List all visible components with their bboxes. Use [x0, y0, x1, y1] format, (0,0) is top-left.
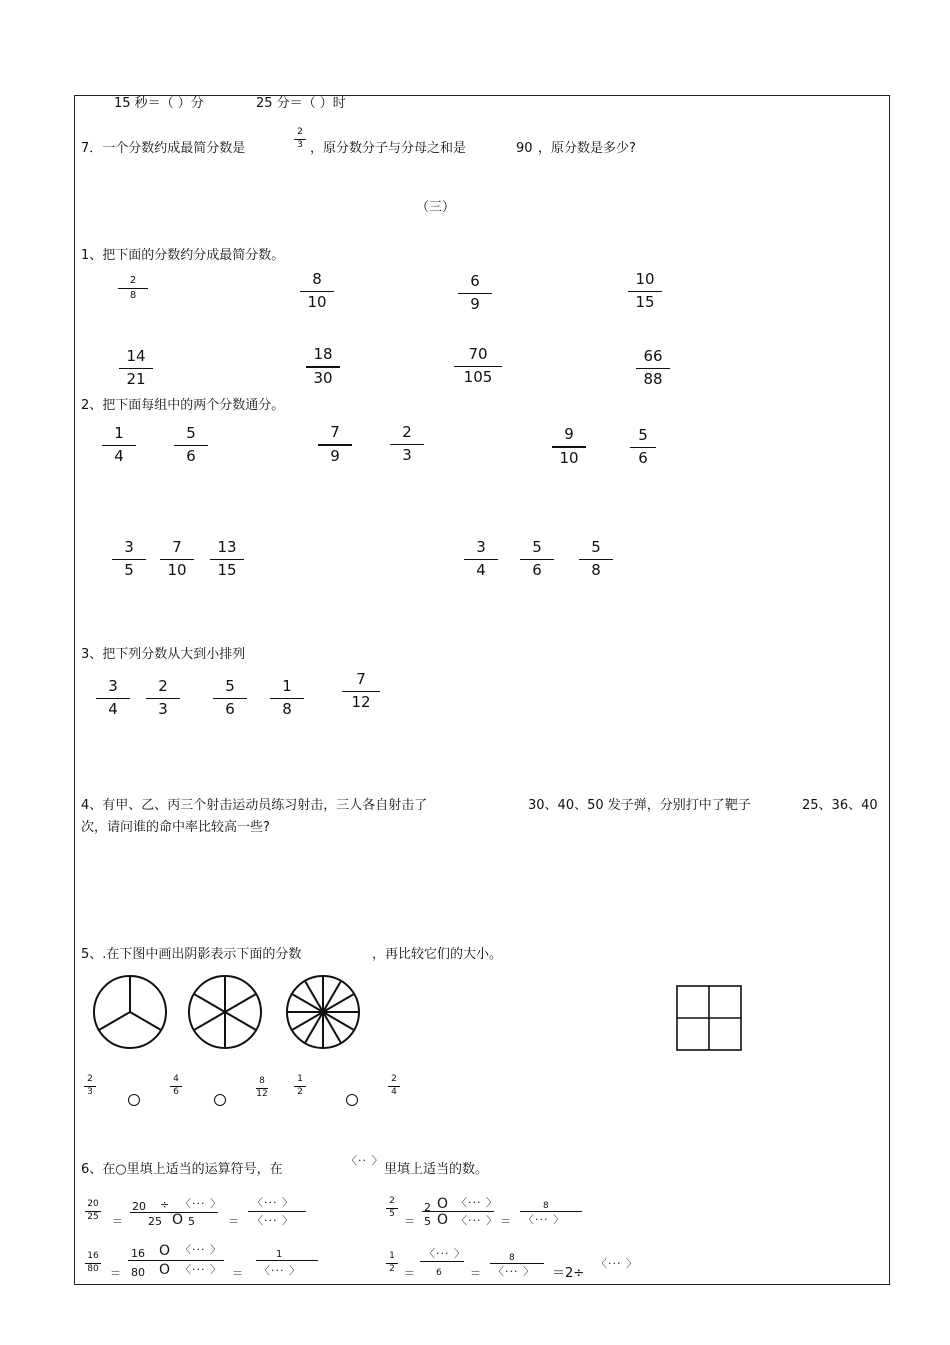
denominator: 6 — [186, 447, 196, 465]
p2-fraction — [174, 426, 208, 464]
fraction-circles — [88, 974, 378, 1054]
numerator: 5 — [532, 538, 542, 556]
numerator: 7 — [172, 538, 182, 556]
p2-fraction — [210, 540, 244, 578]
denominator: 4 — [476, 561, 486, 579]
denominator: 6 — [225, 700, 235, 718]
fraction-bar — [102, 445, 136, 446]
numerator: 2 — [402, 423, 412, 441]
denominator: 10 — [167, 561, 187, 579]
numerator: 2 — [87, 1074, 93, 1084]
p4-line1-mid: 30、40、50 发子弹，分别打中了靶子 — [528, 798, 751, 813]
fraction-bar — [112, 559, 146, 560]
compare-circle[interactable] — [214, 1094, 226, 1106]
fraction-bar — [160, 559, 194, 560]
p2-fraction — [630, 428, 656, 466]
denominator: 2 — [297, 1087, 303, 1097]
fraction-bar — [210, 559, 244, 560]
denominator: 3 — [158, 700, 168, 718]
p1-fraction — [118, 276, 148, 301]
eq3-den: 80 — [131, 1266, 145, 1279]
eq1-circle[interactable]: O — [172, 1212, 184, 1228]
fraction-bar — [119, 368, 153, 369]
q7-middle: ，原分数分子与分母之和是 — [310, 141, 467, 156]
numerator: 8 — [312, 270, 322, 288]
eq1-lhs — [85, 1200, 101, 1222]
eq2-circle-bottom[interactable]: O — [437, 1212, 449, 1228]
eq1-den2: 5 — [188, 1215, 195, 1228]
fraction-bar — [256, 1260, 318, 1261]
p5-fraction — [294, 1075, 306, 1097]
square-quarters — [676, 985, 744, 1053]
p2-fraction — [464, 540, 498, 578]
denominator: 10 — [559, 449, 579, 467]
numerator: 7 — [330, 423, 340, 441]
q7-prefix: 7．一个分数约成最简分数是 — [81, 141, 246, 156]
eq4-lhs — [386, 1252, 398, 1274]
numerator: 1 — [297, 1074, 303, 1084]
p2-title: 2、把下面每组中的两个分数通分。 — [81, 398, 285, 413]
fraction-bar — [420, 1261, 464, 1262]
denominator: 3 — [297, 140, 303, 150]
p3-fraction — [213, 679, 247, 717]
numerator: 2 — [129, 275, 137, 286]
numerator: 5 — [225, 677, 235, 695]
eq3-circle-top[interactable]: O — [159, 1243, 171, 1259]
fraction-bar — [636, 368, 670, 369]
eq2-box-top[interactable]: 〈··· 〉 — [456, 1196, 498, 1209]
fraction-bar — [464, 559, 498, 560]
eq2-lhs — [386, 1197, 398, 1219]
numerator: 10 — [635, 270, 655, 288]
equals-sign: ＝ — [404, 1215, 415, 1228]
p2-fraction — [552, 427, 586, 466]
p3-title: 3、把下列分数从大到小排列 — [81, 647, 246, 662]
denominator: 3 — [87, 1087, 93, 1097]
eq2-rhs-box[interactable]: 〈··· 〉 — [523, 1213, 565, 1226]
eq1-box[interactable]: 〈··· 〉 — [180, 1197, 222, 1210]
fraction-bar — [628, 291, 662, 292]
p2-fraction — [102, 426, 136, 464]
eq1-den: 25 — [148, 1215, 162, 1228]
p5-title-end: ，再比较它们的大小。 — [372, 947, 503, 962]
eq1-div: ÷ — [160, 1198, 170, 1211]
p1-fraction — [454, 347, 502, 385]
p3-fraction — [96, 679, 130, 717]
numerator: 3 — [108, 677, 118, 695]
numerator: 2 — [297, 127, 303, 137]
eq4-num-box[interactable]: 〈··· 〉 — [424, 1247, 466, 1260]
p3-fraction — [146, 679, 180, 717]
numerator: 6 — [470, 272, 480, 290]
circle-twelfths — [287, 976, 359, 1048]
denominator: 5 — [124, 561, 134, 579]
fraction-bar — [146, 698, 180, 699]
p3-fraction — [270, 679, 304, 717]
eq2-box-bottom[interactable]: 〈··· 〉 — [456, 1214, 498, 1227]
p4-line1-end: 25、36、40 — [802, 798, 878, 813]
numerator: 5 — [591, 538, 601, 556]
p2-fraction — [520, 540, 554, 578]
fraction-bar — [213, 698, 247, 699]
eq4-rhs-box[interactable]: 〈··· 〉 — [493, 1265, 535, 1278]
eq4-rhs-num: 8 — [509, 1253, 515, 1263]
eq4-den: 6 — [436, 1268, 442, 1278]
numerator: 7 — [356, 670, 366, 688]
numerator: 8 — [259, 1076, 265, 1086]
numerator: 1 — [282, 677, 292, 695]
p5-fraction — [84, 1075, 96, 1097]
eq3-circle-bottom[interactable]: O — [159, 1262, 171, 1278]
eq3-rhs-num: 1 — [276, 1249, 283, 1260]
denominator: 15 — [217, 561, 237, 579]
p1-fraction — [458, 274, 492, 312]
numerator: 20 — [87, 1199, 99, 1209]
numerator: 66 — [643, 347, 663, 365]
p1-fraction — [306, 347, 340, 386]
numerator: 1 — [114, 424, 124, 442]
p1-fraction — [636, 349, 670, 387]
numerator: 70 — [468, 345, 488, 363]
numerator: 3 — [124, 538, 134, 556]
denominator: 12 — [256, 1089, 268, 1099]
denominator: 2 — [389, 1264, 395, 1274]
p1-fraction — [300, 272, 334, 310]
numerator: 2 — [391, 1074, 397, 1084]
denominator: 6 — [638, 449, 648, 467]
denominator: 6 — [532, 561, 542, 579]
p6-title-end: 里填上适当的数。 — [384, 1162, 489, 1177]
time-conversion-minutes: 25 分＝（ ）时 — [256, 96, 346, 111]
eq2-rhs-num: 8 — [543, 1201, 549, 1211]
numerator: 13 — [217, 538, 237, 556]
p2-fraction — [579, 540, 613, 578]
section-title: （三） — [416, 200, 456, 215]
denominator: 9 — [330, 447, 340, 465]
p2-fraction — [318, 425, 352, 464]
denominator: 15 — [635, 293, 655, 311]
q7-number: 90 — [516, 141, 533, 156]
fraction-bar — [342, 691, 380, 692]
fraction-bar — [454, 366, 502, 367]
fraction-bar — [390, 444, 424, 445]
p6-title-bracket: 〈·· 〉 — [346, 1154, 384, 1167]
numerator: 9 — [564, 425, 574, 443]
numerator: 2 — [158, 677, 168, 695]
fraction-bar — [96, 698, 130, 699]
p5-fraction — [388, 1075, 400, 1097]
denominator: 4 — [108, 700, 118, 718]
numerator: 5 — [186, 424, 196, 442]
eq4-tail: ＝2÷ — [552, 1266, 585, 1281]
denominator: 10 — [307, 293, 327, 311]
numerator: 5 — [638, 426, 648, 444]
equals-sign: ＝ — [232, 1267, 243, 1280]
eq3-lhs — [85, 1252, 101, 1274]
denominator: 6 — [173, 1087, 179, 1097]
denominator: 88 — [643, 370, 663, 388]
p5-title: 5、.在下图中画出阴影表示下面的分数 — [81, 947, 302, 962]
eq2-circle-top[interactable]: O — [437, 1196, 449, 1212]
denominator: 4 — [391, 1087, 397, 1097]
circle-thirds — [94, 976, 166, 1048]
p1-fraction — [119, 349, 153, 387]
denominator: 8 — [282, 700, 292, 718]
time-conversion-seconds: 15 秒＝（ ）分 — [114, 96, 204, 111]
circle-sixths — [189, 976, 261, 1048]
equals-sign: ＝ — [404, 1267, 415, 1280]
equals-sign: ＝ — [112, 1215, 123, 1228]
p2-fraction — [112, 540, 146, 578]
denominator: 80 — [87, 1264, 99, 1274]
equals-sign: ＝ — [470, 1267, 481, 1280]
equals-sign: ＝ — [110, 1267, 121, 1280]
p1-title: 1、把下面的分数约分成最简分数。 — [81, 248, 285, 263]
fraction-bar — [458, 293, 492, 294]
eq3-rhs-box[interactable]: 〈··· 〉 — [259, 1264, 301, 1277]
fraction-bar — [118, 288, 148, 289]
numerator: 2 — [389, 1196, 395, 1206]
compare-circle[interactable] — [128, 1094, 140, 1106]
p2-fraction — [390, 425, 424, 463]
denominator: 3 — [402, 446, 412, 464]
p5-fraction — [256, 1077, 268, 1099]
numerator: 16 — [87, 1251, 99, 1261]
denominator: 25 — [87, 1212, 99, 1222]
numerator: 14 — [126, 347, 146, 365]
eq1-rhs-den-box[interactable]: 〈··· 〉 — [252, 1214, 294, 1227]
denominator: 30 — [313, 369, 333, 387]
eq4-tail-box[interactable]: 〈··· 〉 — [596, 1257, 638, 1270]
p4-line2: 次，请问谁的命中率比较高一些? — [81, 820, 270, 835]
p1-fraction — [628, 272, 662, 310]
eq1-rhs-num-box[interactable]: 〈··· 〉 — [252, 1196, 294, 1209]
denominator: 5 — [389, 1209, 395, 1219]
fraction-bar — [318, 444, 352, 446]
fraction-bar — [306, 366, 340, 368]
numerator: 18 — [313, 345, 333, 363]
eq1-num: 20 — [132, 1200, 146, 1213]
fraction-bar — [630, 447, 656, 448]
eq3-box-bottom[interactable]: 〈··· 〉 — [180, 1263, 222, 1276]
p6-title: 6、在○里填上适当的运算符号，在 — [81, 1162, 283, 1177]
denominator: 8 — [129, 290, 137, 301]
eq3-box-top[interactable]: 〈··· 〉 — [180, 1243, 222, 1256]
fraction-bar — [270, 698, 304, 699]
eq2-num: 2 — [424, 1201, 431, 1214]
p5-fraction — [170, 1075, 182, 1097]
q7-fraction — [294, 128, 306, 150]
fraction-bar — [552, 446, 586, 448]
fraction-bar — [174, 445, 208, 446]
denominator: 9 — [470, 295, 480, 313]
fraction-bar — [520, 559, 554, 560]
eq3-num: 16 — [131, 1247, 145, 1260]
eq2-den: 5 — [424, 1215, 431, 1228]
p3-fraction — [342, 672, 380, 710]
fraction-bar — [579, 559, 613, 560]
denominator: 12 — [351, 693, 371, 711]
numerator: 4 — [173, 1074, 179, 1084]
numerator: 3 — [476, 538, 486, 556]
fraction-bar — [300, 291, 334, 292]
equals-sign: ＝ — [228, 1215, 239, 1228]
equals-sign: ＝ — [500, 1215, 511, 1228]
numerator: 1 — [389, 1251, 395, 1261]
denominator: 105 — [463, 368, 493, 386]
denominator: 4 — [114, 447, 124, 465]
denominator: 21 — [126, 370, 146, 388]
compare-circle[interactable] — [346, 1094, 358, 1106]
denominator: 8 — [591, 561, 601, 579]
p2-fraction — [160, 540, 194, 578]
p4-line1: 4、有甲、乙、丙三个射击运动员练习射击，三人各自射击了 — [81, 798, 428, 813]
q7-suffix: ，原分数是多少? — [538, 141, 636, 156]
